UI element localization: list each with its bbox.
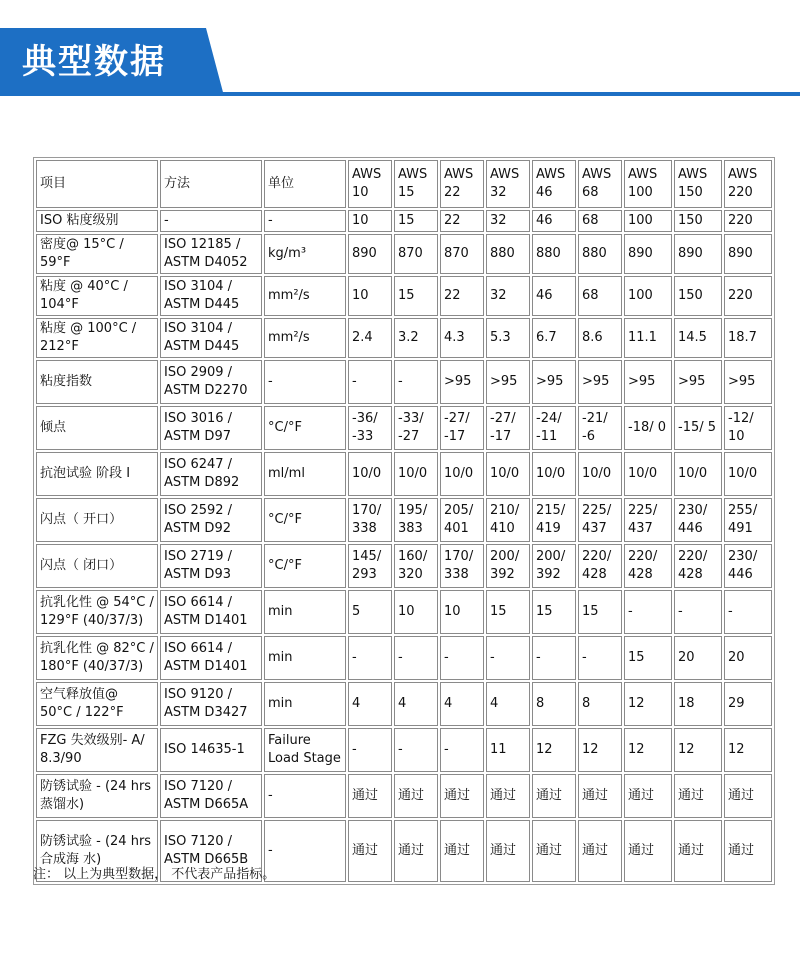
table-cell: 68 <box>578 276 622 316</box>
table-cell: mm²/s <box>264 276 346 316</box>
table-cell: -27/ -17 <box>486 406 530 450</box>
table-cell: 10/0 <box>348 452 392 496</box>
page-title: 典型数据 <box>22 42 166 82</box>
table-cell: - <box>394 728 438 772</box>
table-cell: - <box>532 636 576 680</box>
table-cell: >95 <box>486 360 530 404</box>
table-cell: min <box>264 636 346 680</box>
table-cell: 密度@ 15°C / 59°F <box>36 234 158 274</box>
table-cell: 3.2 <box>394 318 438 358</box>
table-cell: 通过 <box>440 820 484 882</box>
header-rule <box>200 92 800 96</box>
table-cell: ISO 12185 / ASTM D4052 <box>160 234 262 274</box>
table-cell: 4 <box>394 682 438 726</box>
table-row <box>36 210 772 232</box>
table-cell: 11 <box>486 728 530 772</box>
table-header-cell: AWS 46 <box>532 160 576 208</box>
table-header-cell: AWS 22 <box>440 160 484 208</box>
table-cell: -27/ -17 <box>440 406 484 450</box>
table-row <box>36 728 772 772</box>
table-cell: 防锈试验 - (24 hrs 合成海 水) <box>36 820 158 882</box>
table-cell: - <box>264 360 346 404</box>
table-row <box>36 498 772 542</box>
table-cell: 890 <box>348 234 392 274</box>
table-cell: 100 <box>624 276 672 316</box>
table-cell: 210/ 410 <box>486 498 530 542</box>
table-cell: -21/ -6 <box>578 406 622 450</box>
table-cell: ISO 2909 / ASTM D2270 <box>160 360 262 404</box>
table-cell: >95 <box>440 360 484 404</box>
table-cell: 10/0 <box>532 452 576 496</box>
table-cell: 5.3 <box>486 318 530 358</box>
table-cell: 20 <box>674 636 722 680</box>
table-cell: 170/ 338 <box>348 498 392 542</box>
table-cell: 通过 <box>724 774 772 818</box>
table-cell: 10/0 <box>486 452 530 496</box>
table-cell: 11.1 <box>624 318 672 358</box>
table-cell: 4 <box>486 682 530 726</box>
table-cell: 890 <box>624 234 672 274</box>
table-row <box>36 406 772 450</box>
table-cell: 粘度指数 <box>36 360 158 404</box>
table-cell: 160/ 320 <box>394 544 438 588</box>
table-row <box>36 276 772 316</box>
table-cell: 12 <box>624 728 672 772</box>
table-cell: - <box>440 636 484 680</box>
table-cell: 通过 <box>440 774 484 818</box>
table-cell: 15 <box>394 210 438 232</box>
table-cell: 8.6 <box>578 318 622 358</box>
header-banner <box>0 28 800 96</box>
table-cell: 抗乳化性 @ 82°C / 180°F (40/37/3) <box>36 636 158 680</box>
table-row <box>36 318 772 358</box>
table-cell: 18 <box>674 682 722 726</box>
table-cell: 通过 <box>674 820 722 882</box>
table-cell: min <box>264 682 346 726</box>
table-cell: 230/ 446 <box>724 544 772 588</box>
table-cell: 通过 <box>724 820 772 882</box>
table-cell: ISO 粘度级别 <box>36 210 158 232</box>
table-cell: ISO 2592 / ASTM D92 <box>160 498 262 542</box>
table-header-cell: AWS 150 <box>674 160 722 208</box>
table-header-cell: 单位 <box>264 160 346 208</box>
table-cell: 15 <box>578 590 622 634</box>
table-cell: 15 <box>624 636 672 680</box>
table-header-cell: 方法 <box>160 160 262 208</box>
table-cell: 29 <box>724 682 772 726</box>
table-cell: 200/ 392 <box>532 544 576 588</box>
table-cell: - <box>264 210 346 232</box>
table-cell: 闪点（ 闭口） <box>36 544 158 588</box>
table-cell: 225/ 437 <box>578 498 622 542</box>
table-cell: 10/0 <box>674 452 722 496</box>
table-cell: - <box>624 590 672 634</box>
table-cell: 4 <box>348 682 392 726</box>
table-cell: 倾点 <box>36 406 158 450</box>
table-row <box>36 360 772 404</box>
table-header-cell: AWS 220 <box>724 160 772 208</box>
table-cell: 220 <box>724 276 772 316</box>
table-cell: 粘度 @ 100°C / 212°F <box>36 318 158 358</box>
table-cell: 10 <box>348 210 392 232</box>
table-cell: - <box>348 360 392 404</box>
table-cell: 18.7 <box>724 318 772 358</box>
table-cell: 100 <box>624 210 672 232</box>
table-cell: - <box>674 590 722 634</box>
table-cell: 46 <box>532 276 576 316</box>
table-cell: 870 <box>394 234 438 274</box>
table-cell: 68 <box>578 210 622 232</box>
typical-data-table <box>33 157 775 885</box>
table-cell: >95 <box>532 360 576 404</box>
table-cell: 10/0 <box>624 452 672 496</box>
table-header-cell: AWS 32 <box>486 160 530 208</box>
table-cell: 8 <box>578 682 622 726</box>
table-cell: Failure Load Stage <box>264 728 346 772</box>
table-header-cell: AWS 15 <box>394 160 438 208</box>
table-cell: 通过 <box>486 774 530 818</box>
table-cell: - <box>348 636 392 680</box>
table-cell: 230/ 446 <box>674 498 722 542</box>
table-cell: ISO 2719 / ASTM D93 <box>160 544 262 588</box>
table-cell: °C/°F <box>264 544 346 588</box>
table-cell: 150 <box>674 276 722 316</box>
table-cell: ISO 9120 / ASTM D3427 <box>160 682 262 726</box>
table-cell: ml/ml <box>264 452 346 496</box>
table-cell: 通过 <box>624 774 672 818</box>
table-cell: °C/°F <box>264 498 346 542</box>
table-cell: 通过 <box>624 820 672 882</box>
table-cell: -36/ -33 <box>348 406 392 450</box>
table-cell: 通过 <box>348 774 392 818</box>
table-cell: -33/ -27 <box>394 406 438 450</box>
table-cell: - <box>394 360 438 404</box>
table-cell: 10 <box>440 590 484 634</box>
table-cell: ISO 3104 / ASTM D445 <box>160 276 262 316</box>
table-row <box>36 234 772 274</box>
footnote: 注： 以上为典型数据， 不代表产品指标。 <box>33 867 276 882</box>
table-cell: 通过 <box>578 820 622 882</box>
table-cell: - <box>160 210 262 232</box>
table-cell: 通过 <box>394 820 438 882</box>
table-cell: 通过 <box>348 820 392 882</box>
table-cell: 空气释放值@ 50°C / 122°F <box>36 682 158 726</box>
table-cell: 870 <box>440 234 484 274</box>
table-cell: ISO 3016 / ASTM D97 <box>160 406 262 450</box>
table-cell: -18/ 0 <box>624 406 672 450</box>
table-cell: 8 <box>532 682 576 726</box>
table-header-cell: AWS 100 <box>624 160 672 208</box>
table-cell: 12 <box>624 682 672 726</box>
table-cell: 200/ 392 <box>486 544 530 588</box>
table-cell: 220/ 428 <box>624 544 672 588</box>
table-cell: 225/ 437 <box>624 498 672 542</box>
table-cell: 12 <box>724 728 772 772</box>
table-cell: 15 <box>394 276 438 316</box>
table-cell: 890 <box>724 234 772 274</box>
table-header-row <box>36 160 772 208</box>
table-header-cell: AWS 68 <box>578 160 622 208</box>
table-cell: 880 <box>578 234 622 274</box>
table-cell: ISO 7120 / ASTM D665A <box>160 774 262 818</box>
table-cell: 通过 <box>532 820 576 882</box>
table-cell: -12/ 10 <box>724 406 772 450</box>
table-cell: >95 <box>674 360 722 404</box>
table-cell: 4.3 <box>440 318 484 358</box>
table-cell: 5 <box>348 590 392 634</box>
table-cell: 通过 <box>532 774 576 818</box>
table-cell: 215/ 419 <box>532 498 576 542</box>
data-table-wrap <box>33 157 775 885</box>
table-cell: -15/ 5 <box>674 406 722 450</box>
table-cell: 15 <box>486 590 530 634</box>
table-cell: 12 <box>674 728 722 772</box>
table-cell: 10 <box>348 276 392 316</box>
table-row <box>36 682 772 726</box>
table-cell: 抗乳化性 @ 54°C / 129°F (40/37/3) <box>36 590 158 634</box>
table-cell: °C/°F <box>264 406 346 450</box>
table-cell: - <box>264 774 346 818</box>
table-cell: 10 <box>394 590 438 634</box>
table-cell: 通过 <box>394 774 438 818</box>
table-cell: 闪点（ 开口） <box>36 498 158 542</box>
table-cell: 通过 <box>674 774 722 818</box>
table-row <box>36 636 772 680</box>
table-cell: - <box>394 636 438 680</box>
table-cell: 220 <box>724 210 772 232</box>
table-cell: 防锈试验 - (24 hrs 蒸馏水) <box>36 774 158 818</box>
table-cell: ISO 14635-1 <box>160 728 262 772</box>
table-cell: 12 <box>578 728 622 772</box>
table-cell: 20 <box>724 636 772 680</box>
table-cell: 12 <box>532 728 576 772</box>
table-cell: - <box>486 636 530 680</box>
table-cell: 14.5 <box>674 318 722 358</box>
table-cell: 205/ 401 <box>440 498 484 542</box>
table-cell: 880 <box>532 234 576 274</box>
table-row <box>36 452 772 496</box>
table-cell: min <box>264 590 346 634</box>
table-cell: 255/ 491 <box>724 498 772 542</box>
table-cell: 15 <box>532 590 576 634</box>
table-cell: 32 <box>486 276 530 316</box>
table-cell: >95 <box>724 360 772 404</box>
table-cell: mm²/s <box>264 318 346 358</box>
table-cell: 抗泡试验 阶段 I <box>36 452 158 496</box>
table-cell: 46 <box>532 210 576 232</box>
table-cell: 145/ 293 <box>348 544 392 588</box>
table-cell: ISO 6614 / ASTM D1401 <box>160 636 262 680</box>
table-cell: ISO 6614 / ASTM D1401 <box>160 590 262 634</box>
table-cell: 粘度 @ 40°C / 104°F <box>36 276 158 316</box>
table-cell: 22 <box>440 210 484 232</box>
table-cell: 通过 <box>486 820 530 882</box>
table-row <box>36 774 772 818</box>
table-cell: 10/0 <box>394 452 438 496</box>
table-cell: -24/ -11 <box>532 406 576 450</box>
table-row <box>36 590 772 634</box>
table-cell: 4 <box>440 682 484 726</box>
table-cell: - <box>264 820 346 882</box>
table-cell: - <box>440 728 484 772</box>
table-cell: 22 <box>440 276 484 316</box>
table-cell: FZG 失效级别- A/ 8.3/90 <box>36 728 158 772</box>
table-row <box>36 544 772 588</box>
table-cell: 10/0 <box>578 452 622 496</box>
table-cell: 6.7 <box>532 318 576 358</box>
table-cell: - <box>724 590 772 634</box>
table-header-cell: 项目 <box>36 160 158 208</box>
table-cell: 890 <box>674 234 722 274</box>
table-cell: 10/0 <box>440 452 484 496</box>
table-cell: 150 <box>674 210 722 232</box>
table-cell: 通过 <box>578 774 622 818</box>
table-cell: 195/ 383 <box>394 498 438 542</box>
table-cell: 170/ 338 <box>440 544 484 588</box>
table-cell: >95 <box>578 360 622 404</box>
table-cell: ISO 6247 / ASTM D892 <box>160 452 262 496</box>
table-cell: kg/m³ <box>264 234 346 274</box>
table-header-cell: AWS 10 <box>348 160 392 208</box>
table-cell: - <box>348 728 392 772</box>
table-cell: - <box>578 636 622 680</box>
table-cell: 880 <box>486 234 530 274</box>
table-cell: ISO 3104 / ASTM D445 <box>160 318 262 358</box>
table-cell: 10/0 <box>724 452 772 496</box>
table-cell: >95 <box>624 360 672 404</box>
table-cell: 220/ 428 <box>674 544 722 588</box>
table-cell: 32 <box>486 210 530 232</box>
table-cell: 220/ 428 <box>578 544 622 588</box>
table-cell: 2.4 <box>348 318 392 358</box>
table-cell: ISO 7120 / ASTM D665B <box>160 820 262 882</box>
